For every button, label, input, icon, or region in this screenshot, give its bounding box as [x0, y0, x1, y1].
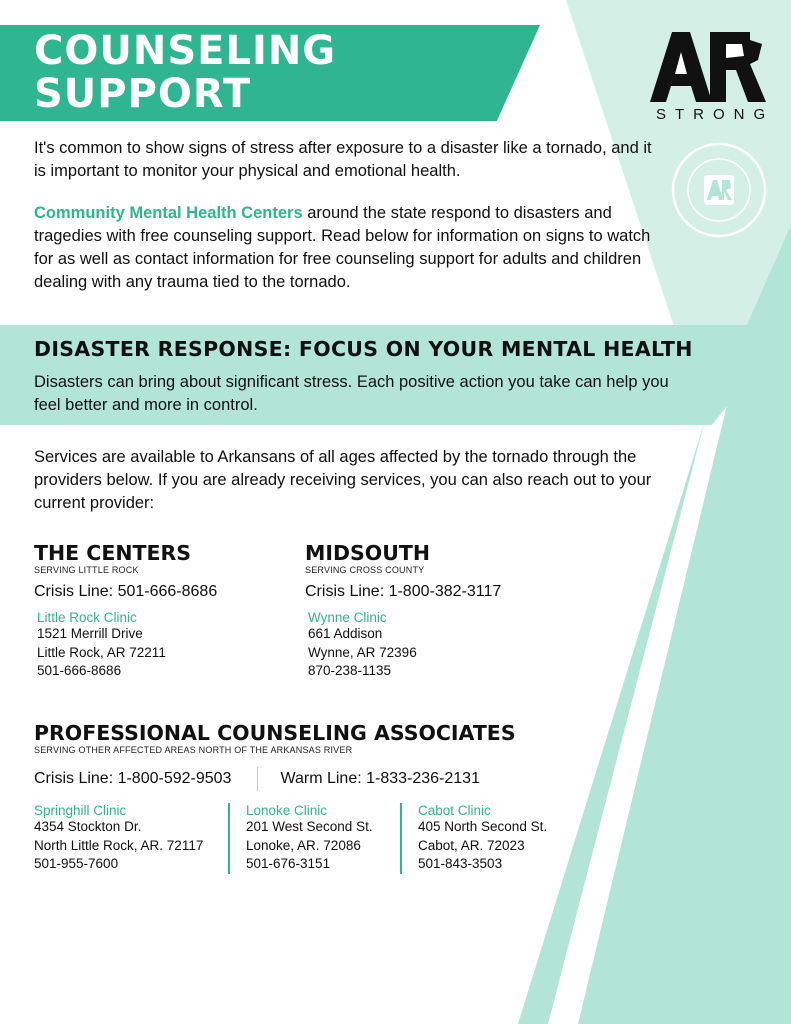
- dhs-seal-icon: [671, 142, 767, 238]
- title-line-2: SUPPORT: [34, 71, 252, 117]
- warm-line: Warm Line: 1-833-236-2131: [280, 770, 480, 787]
- clinic-street: 1521 Merrill Drive: [37, 626, 143, 641]
- clinic-city: Cabot, AR. 72023: [418, 837, 525, 853]
- clinic-lonoke: [228, 803, 400, 874]
- pca-phone-lines: [34, 767, 594, 791]
- title-line-1: COUNSELING: [34, 28, 337, 74]
- clinic-street: 405 North Second St.: [418, 819, 548, 834]
- crisis-line: Crisis Line: 1-800-592-9503: [34, 770, 232, 787]
- provider-name: PROFESSIONAL COUNSELING ASSOCIATES: [34, 721, 516, 745]
- clinic-city: Little Rock, AR 72211: [37, 644, 166, 660]
- pca-clinics: [34, 803, 586, 874]
- clinic-street: 4354 Stockton Dr.: [34, 819, 142, 834]
- clinic-name: Lonoke Clinic: [246, 803, 328, 818]
- intro-paragraph: It's common to show signs of stress after exposure to a disaster like a tornado, and it is important to monitor your physical and emotional health.: [34, 139, 652, 180]
- crisis-line: Crisis Line: 501-666-8686: [34, 583, 218, 600]
- clinic-city: Wynne, AR 72396: [308, 644, 417, 660]
- provider-the-centers: [34, 541, 294, 681]
- clinic-phone: 501-955-7600: [34, 856, 119, 871]
- crisis-line: Crisis Line: 1-800-382-3117: [305, 583, 502, 600]
- clinic-phone: 501-843-3503: [418, 856, 503, 871]
- clinic-springhill: [34, 803, 228, 874]
- intro-paragraph-2-rest: around the state respond to disasters and tragedies with free counseling support. Read below for information on signs to watch for as well as contact information for free counseling support for adults and children dealing with any trauma tied to the tornado.: [34, 204, 651, 291]
- clinic-phone: 501-676-3151: [246, 856, 331, 871]
- clinic-phone: 501-666-8686: [37, 663, 122, 678]
- provider-name: THE CENTERS: [34, 541, 192, 565]
- services-paragraph: Services are available to Arkansans of all ages affected by the tornado through the providers below. If you are already receiving services, you can also reach out to your current provider:: [34, 448, 652, 512]
- disaster-response-heading: DISASTER RESPONSE: FOCUS ON YOUR MENTAL HEALTH: [34, 337, 693, 361]
- ar-logo-mark-icon: [650, 30, 768, 104]
- cmhc-highlight: Community Mental Health Centers: [34, 204, 303, 222]
- clinic-name: Cabot Clinic: [418, 803, 491, 818]
- clinic-phone: 870-238-1135: [308, 663, 392, 678]
- intro-paragraph-2: [34, 202, 664, 294]
- page-title: [34, 30, 336, 116]
- clinic-name: Little Rock Clinic: [37, 610, 137, 625]
- provider-serving-area: SERVING CROSS COUNTY: [305, 565, 425, 575]
- provider-serving-area: SERVING LITTLE ROCK: [34, 565, 139, 575]
- ar-strong-logo: [650, 30, 775, 123]
- clinic-city: Lonoke, AR. 72086: [246, 837, 361, 853]
- provider-midsouth: [305, 541, 565, 681]
- provider-name: MIDSOUTH: [305, 541, 431, 565]
- disaster-response-text: Disasters can bring about significant stress. Each positive action you take can help you feel better and more in control.: [34, 373, 669, 414]
- logo-wordmark: STRONG: [656, 106, 775, 123]
- clinic-cabot: [400, 803, 586, 874]
- clinic-street: 661 Addison: [308, 626, 383, 641]
- provider-pca: [34, 721, 654, 755]
- clinic-street: 201 West Second St.: [246, 819, 373, 834]
- clinic-name: Springhill Clinic: [34, 803, 127, 818]
- clinic-name: Wynne Clinic: [308, 610, 387, 625]
- clinic-little-rock: [34, 610, 294, 681]
- clinic-wynne: [305, 610, 565, 681]
- provider-serving-area: SERVING OTHER AFFECTED AREAS NORTH OF THE ARKANSAS RIVER: [34, 745, 353, 755]
- clinic-city: North Little Rock, AR. 72117: [34, 837, 204, 853]
- line-divider: [257, 767, 258, 791]
